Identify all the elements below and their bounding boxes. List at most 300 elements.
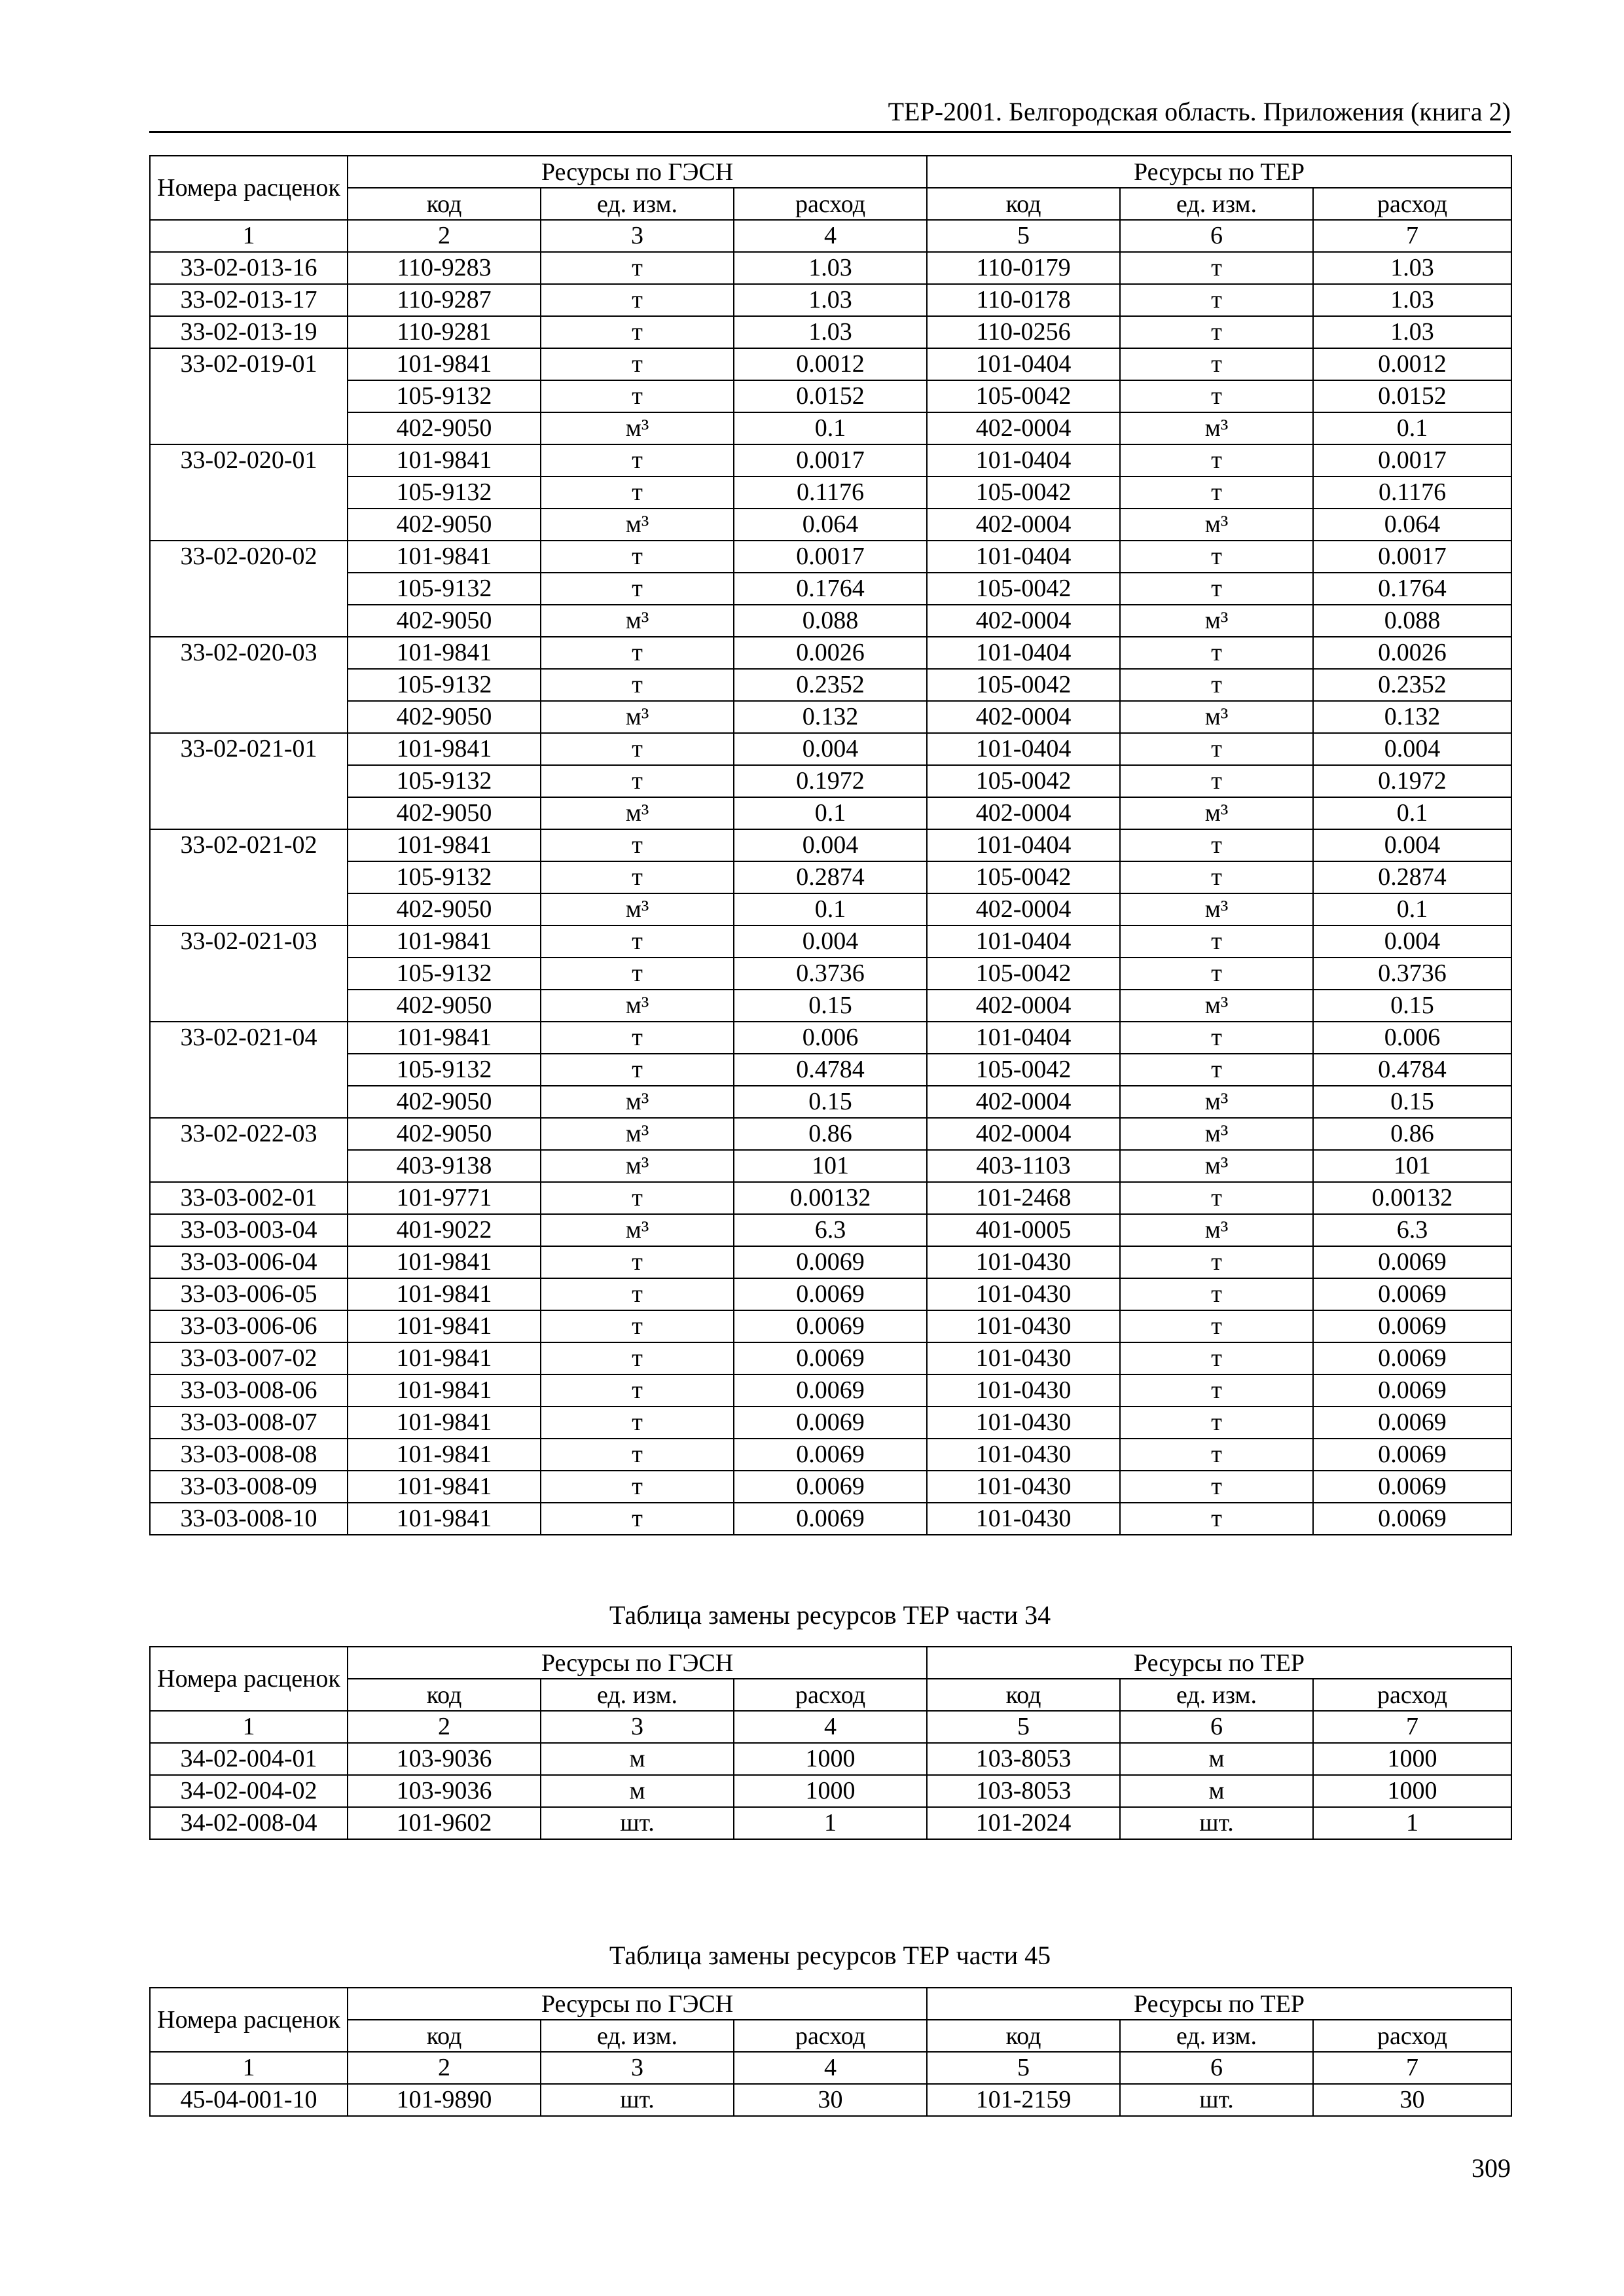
gesn-unit-cell: т — [541, 1182, 734, 1214]
gesn-amount-cell: 1 — [734, 1807, 927, 1839]
gesn-code-cell: 402-9050 — [348, 990, 541, 1022]
gesn-code-cell: 110-9283 — [348, 252, 541, 284]
ter-unit-cell: т — [1120, 861, 1313, 893]
rate-number-cell: 33-03-008-09 — [150, 1471, 348, 1503]
gesn-unit-cell: м³ — [541, 412, 734, 444]
column-number-cell: 5 — [927, 1711, 1120, 1743]
table-row — [150, 990, 1511, 1022]
gesn-code-cell: 101-9841 — [348, 829, 541, 861]
gesn-code-cell: 101-9771 — [348, 1182, 541, 1214]
ter-amount-cell: 0.0069 — [1313, 1407, 1511, 1439]
ter-amount-cell: 0.2352 — [1313, 669, 1511, 701]
column-number-cell: 4 — [734, 1711, 927, 1743]
table-row — [150, 1407, 1511, 1439]
table-row — [150, 797, 1511, 829]
rate-number-cell: 34-02-004-02 — [150, 1775, 348, 1807]
ter-amount-cell: 0.0069 — [1313, 1471, 1511, 1503]
table-row — [150, 1471, 1511, 1503]
gesn-unit-cell: т — [541, 669, 734, 701]
gesn-amount-cell: 0.2874 — [734, 861, 927, 893]
table-row — [150, 1182, 1511, 1214]
table-row — [150, 1775, 1511, 1807]
ter-unit-cell: т — [1120, 444, 1313, 476]
ter-unit-cell: м³ — [1120, 893, 1313, 925]
ter-unit-cell: м³ — [1120, 509, 1313, 541]
column-number-cell: 5 — [927, 220, 1120, 252]
ter-amount-cell: 1000 — [1313, 1743, 1511, 1775]
gesn-amount-cell: 6.3 — [734, 1214, 927, 1246]
ter-amount-cell: 1.03 — [1313, 284, 1511, 316]
ter-amount-cell: 1.03 — [1313, 316, 1511, 348]
table-row — [150, 573, 1511, 605]
ter-header-cell: Ресурсы по ТЕР — [927, 156, 1511, 188]
column-number-row — [150, 1711, 1511, 1743]
gesn-code-cell: 401-9022 — [348, 1214, 541, 1246]
gesn-amount-cell: 0.0026 — [734, 637, 927, 669]
ter-code-cell: 101-0404 — [927, 541, 1120, 573]
column-number-cell: 1 — [150, 1711, 348, 1743]
table-row — [150, 412, 1511, 444]
gesn-unit-header-cell: ед. изм. — [541, 188, 734, 220]
gesn-unit-cell: т — [541, 316, 734, 348]
column-number-cell: 3 — [541, 1711, 734, 1743]
gesn-header-cell: Ресурсы по ГЭСН — [348, 1647, 927, 1679]
ter-amount-cell: 1 — [1313, 1807, 1511, 1839]
gesn-amount-cell: 0.15 — [734, 990, 927, 1022]
gesn-unit-cell: т — [541, 348, 734, 380]
gesn-code-cell: 402-9050 — [348, 1086, 541, 1118]
ter-code-cell: 101-0404 — [927, 1022, 1120, 1054]
gesn-unit-cell: шт. — [541, 2084, 734, 2116]
rate-number-cell: 34-02-004-01 — [150, 1743, 348, 1775]
gesn-code-cell: 402-9050 — [348, 509, 541, 541]
gesn-unit-cell: т — [541, 1374, 734, 1407]
gesn-code-cell: 101-9841 — [348, 1503, 541, 1535]
table-row — [150, 1807, 1511, 1839]
gesn-amount-cell: 1000 — [734, 1743, 927, 1775]
ter-amount-cell: 0.004 — [1313, 733, 1511, 765]
ter-unit-cell: т — [1120, 829, 1313, 861]
ter-code-header-cell: код — [927, 188, 1120, 220]
ter-code-cell: 105-0042 — [927, 765, 1120, 797]
rates-header-cell: Номера расценок — [150, 1988, 348, 2052]
column-number-cell: 2 — [348, 2052, 541, 2084]
header-row — [150, 1647, 1511, 1679]
ter-code-cell: 101-0430 — [927, 1278, 1120, 1310]
ter-amount-cell: 6.3 — [1313, 1214, 1511, 1246]
gesn-amount-cell: 0.4784 — [734, 1054, 927, 1086]
gesn-amount-header-cell: расход — [734, 188, 927, 220]
table-row — [150, 1246, 1511, 1278]
gesn-amount-cell: 0.1 — [734, 893, 927, 925]
table-row — [150, 348, 1511, 380]
ter-code-cell: 105-0042 — [927, 380, 1120, 412]
gesn-amount-cell: 0.006 — [734, 1022, 927, 1054]
table-caption-part-45: Таблица замены ресурсов ТЕР части 45 — [609, 1941, 1051, 1970]
gesn-code-cell: 101-9841 — [348, 1374, 541, 1407]
rate-number-cell: 33-02-013-17 — [150, 284, 348, 316]
gesn-code-cell: 402-9050 — [348, 1118, 541, 1150]
ter-amount-cell: 0.15 — [1313, 990, 1511, 1022]
gesn-unit-cell: т — [541, 925, 734, 958]
ter-amount-cell: 0.064 — [1313, 509, 1511, 541]
gesn-amount-cell: 0.00132 — [734, 1182, 927, 1214]
gesn-amount-cell: 0.0069 — [734, 1246, 927, 1278]
table-row — [150, 925, 1511, 958]
ter-amount-cell: 0.1764 — [1313, 573, 1511, 605]
gesn-amount-cell: 101 — [734, 1150, 927, 1182]
rate-number-cell: 33-03-002-01 — [150, 1182, 348, 1214]
gesn-amount-cell: 0.132 — [734, 701, 927, 733]
gesn-unit-cell: т — [541, 573, 734, 605]
gesn-unit-cell: м³ — [541, 605, 734, 637]
ter-unit-cell: м³ — [1120, 605, 1313, 637]
rate-number-cell: 33-02-020-02 — [150, 541, 348, 637]
gesn-code-cell: 101-9841 — [348, 1471, 541, 1503]
gesn-unit-cell: т — [541, 637, 734, 669]
column-number-cell: 6 — [1120, 2052, 1313, 2084]
gesn-unit-cell: м³ — [541, 1214, 734, 1246]
ter-code-cell: 402-0004 — [927, 1086, 1120, 1118]
ter-amount-cell: 0.1 — [1313, 893, 1511, 925]
gesn-code-cell: 402-9050 — [348, 701, 541, 733]
rate-number-cell: 45-04-001-10 — [150, 2084, 348, 2116]
gesn-amount-cell: 0.0017 — [734, 541, 927, 573]
ter-code-cell: 105-0042 — [927, 861, 1120, 893]
ter-code-cell: 401-0005 — [927, 1214, 1120, 1246]
ter-amount-cell: 0.3736 — [1313, 958, 1511, 990]
column-number-cell: 6 — [1120, 1711, 1313, 1743]
ter-unit-cell: т — [1120, 1278, 1313, 1310]
ter-amount-cell: 0.006 — [1313, 1022, 1511, 1054]
rate-number-cell: 33-03-008-07 — [150, 1407, 348, 1439]
ter-unit-cell: т — [1120, 925, 1313, 958]
gesn-amount-cell: 0.86 — [734, 1118, 927, 1150]
table-row — [150, 1743, 1511, 1775]
gesn-unit-cell: т — [541, 829, 734, 861]
gesn-amount-cell: 0.0069 — [734, 1439, 927, 1471]
ter-code-cell: 101-0430 — [927, 1407, 1120, 1439]
gesn-code-cell: 105-9132 — [348, 380, 541, 412]
ter-header-cell: Ресурсы по ТЕР — [927, 1988, 1511, 2020]
ter-amount-cell: 0.1 — [1313, 797, 1511, 829]
gesn-amount-cell: 0.0069 — [734, 1407, 927, 1439]
ter-unit-cell: т — [1120, 1374, 1313, 1407]
ter-amount-cell: 0.1 — [1313, 412, 1511, 444]
table-row — [150, 541, 1511, 573]
ter-amount-cell: 0.1176 — [1313, 476, 1511, 509]
ter-amount-cell: 0.2874 — [1313, 861, 1511, 893]
gesn-unit-cell: м — [541, 1775, 734, 1807]
header-row — [150, 156, 1511, 188]
gesn-amount-cell: 0.0017 — [734, 444, 927, 476]
gesn-code-cell: 403-9138 — [348, 1150, 541, 1182]
ter-amount-cell: 0.4784 — [1313, 1054, 1511, 1086]
ter-unit-cell: т — [1120, 958, 1313, 990]
ter-amount-cell: 0.004 — [1313, 829, 1511, 861]
gesn-unit-cell: т — [541, 284, 734, 316]
ter-code-cell: 402-0004 — [927, 1118, 1120, 1150]
ter-unit-cell: т — [1120, 1407, 1313, 1439]
ter-unit-cell: т — [1120, 1182, 1313, 1214]
rate-number-cell: 33-02-022-03 — [150, 1118, 348, 1182]
table-row — [150, 669, 1511, 701]
gesn-code-cell: 101-9841 — [348, 637, 541, 669]
ter-code-cell: 110-0178 — [927, 284, 1120, 316]
table-row — [150, 1054, 1511, 1086]
ter-code-cell: 103-8053 — [927, 1775, 1120, 1807]
gesn-unit-cell: т — [541, 733, 734, 765]
gesn-code-cell: 105-9132 — [348, 573, 541, 605]
ter-code-cell: 101-0430 — [927, 1246, 1120, 1278]
ter-code-cell: 101-0404 — [927, 829, 1120, 861]
column-number-cell: 3 — [541, 220, 734, 252]
column-number-cell: 2 — [348, 220, 541, 252]
ter-code-cell: 101-0430 — [927, 1471, 1120, 1503]
table-row — [150, 1278, 1511, 1310]
ter-unit-header-cell: ед. изм. — [1120, 1679, 1313, 1711]
table-row — [150, 637, 1511, 669]
table-row — [150, 1150, 1511, 1182]
gesn-unit-header-cell: ед. изм. — [541, 2020, 734, 2052]
gesn-unit-cell: м³ — [541, 1086, 734, 1118]
resource-table-part-45 — [149, 1987, 1512, 2117]
rate-number-cell: 33-02-021-01 — [150, 733, 348, 829]
ter-amount-cell: 1000 — [1313, 1775, 1511, 1807]
ter-code-cell: 402-0004 — [927, 509, 1120, 541]
ter-unit-cell: т — [1120, 476, 1313, 509]
table-row — [150, 316, 1511, 348]
ter-unit-cell: м³ — [1120, 1086, 1313, 1118]
ter-code-cell: 402-0004 — [927, 701, 1120, 733]
gesn-amount-cell: 0.0012 — [734, 348, 927, 380]
rate-number-cell: 34-02-008-04 — [150, 1807, 348, 1839]
column-number-cell: 7 — [1313, 1711, 1511, 1743]
ter-code-cell: 110-0256 — [927, 316, 1120, 348]
column-number-cell: 7 — [1313, 220, 1511, 252]
gesn-unit-cell: м³ — [541, 797, 734, 829]
gesn-amount-cell: 0.0069 — [734, 1374, 927, 1407]
ter-amount-cell: 0.0069 — [1313, 1342, 1511, 1374]
gesn-code-cell: 101-9841 — [348, 1342, 541, 1374]
ter-code-cell: 101-0404 — [927, 733, 1120, 765]
gesn-code-header-cell: код — [348, 2020, 541, 2052]
ter-unit-cell: т — [1120, 1503, 1313, 1535]
resource-table-part-34 — [149, 1646, 1512, 1840]
gesn-unit-cell: т — [541, 380, 734, 412]
gesn-code-cell: 110-9287 — [348, 284, 541, 316]
rate-number-cell: 33-02-013-19 — [150, 316, 348, 348]
ter-code-cell: 402-0004 — [927, 605, 1120, 637]
ter-amount-cell: 0.0069 — [1313, 1278, 1511, 1310]
ter-unit-cell: т — [1120, 380, 1313, 412]
gesn-unit-cell: т — [541, 444, 734, 476]
table-row — [150, 829, 1511, 861]
subheader-row — [150, 188, 1511, 220]
rate-number-cell: 33-02-021-02 — [150, 829, 348, 925]
column-number-cell: 2 — [348, 1711, 541, 1743]
gesn-code-cell: 101-9841 — [348, 1310, 541, 1342]
ter-unit-cell: м — [1120, 1775, 1313, 1807]
ter-amount-cell: 0.0152 — [1313, 380, 1511, 412]
rate-number-cell: 33-02-020-01 — [150, 444, 348, 541]
gesn-amount-cell: 0.1176 — [734, 476, 927, 509]
table-row — [150, 476, 1511, 509]
table-row — [150, 1022, 1511, 1054]
gesn-code-cell: 101-9890 — [348, 2084, 541, 2116]
ter-code-cell: 402-0004 — [927, 412, 1120, 444]
ter-unit-cell: т — [1120, 1439, 1313, 1471]
gesn-amount-cell: 0.004 — [734, 925, 927, 958]
table-row — [150, 284, 1511, 316]
ter-amount-cell: 0.0069 — [1313, 1246, 1511, 1278]
ter-code-cell: 101-2159 — [927, 2084, 1120, 2116]
ter-amount-cell: 0.0069 — [1313, 1374, 1511, 1407]
gesn-unit-cell: т — [541, 1246, 734, 1278]
rate-number-cell: 33-02-013-16 — [150, 252, 348, 284]
gesn-amount-cell: 0.088 — [734, 605, 927, 637]
ter-code-cell: 105-0042 — [927, 476, 1120, 509]
ter-code-cell: 101-0430 — [927, 1310, 1120, 1342]
ter-amount-cell: 0.132 — [1313, 701, 1511, 733]
ter-unit-cell: м³ — [1120, 797, 1313, 829]
gesn-amount-cell: 0.004 — [734, 733, 927, 765]
ter-code-cell: 402-0004 — [927, 797, 1120, 829]
ter-code-cell: 101-0430 — [927, 1374, 1120, 1407]
ter-amount-cell: 0.0017 — [1313, 444, 1511, 476]
gesn-code-header-cell: код — [348, 188, 541, 220]
gesn-code-cell: 101-9841 — [348, 1246, 541, 1278]
ter-code-header-cell: код — [927, 2020, 1120, 2052]
rate-number-cell: 33-03-003-04 — [150, 1214, 348, 1246]
ter-code-header-cell: код — [927, 1679, 1120, 1711]
running-title: ТЕР-2001. Белгородская область. Приложения (книга 2) — [888, 97, 1511, 126]
table-row — [150, 958, 1511, 990]
gesn-code-cell: 101-9841 — [348, 1407, 541, 1439]
subheader-row — [150, 2020, 1511, 2052]
ter-amount-cell: 0.004 — [1313, 925, 1511, 958]
ter-amount-cell: 0.00132 — [1313, 1182, 1511, 1214]
gesn-amount-cell: 0.3736 — [734, 958, 927, 990]
gesn-code-cell: 105-9132 — [348, 861, 541, 893]
gesn-unit-cell: т — [541, 1054, 734, 1086]
table-row — [150, 1118, 1511, 1150]
gesn-unit-cell: м³ — [541, 1118, 734, 1150]
rates-header-cell: Номера расценок — [150, 1647, 348, 1711]
gesn-code-cell: 402-9050 — [348, 605, 541, 637]
ter-amount-header-cell: расход — [1313, 188, 1511, 220]
table-row — [150, 444, 1511, 476]
ter-amount-cell: 0.0026 — [1313, 637, 1511, 669]
table-row — [150, 861, 1511, 893]
gesn-code-cell: 101-9841 — [348, 733, 541, 765]
ter-code-cell: 101-0404 — [927, 637, 1120, 669]
ter-unit-cell: т — [1120, 669, 1313, 701]
gesn-code-cell: 110-9281 — [348, 316, 541, 348]
ter-amount-cell: 30 — [1313, 2084, 1511, 2116]
rate-number-cell: 33-02-019-01 — [150, 348, 348, 444]
ter-unit-cell: м³ — [1120, 701, 1313, 733]
gesn-code-cell: 105-9132 — [348, 476, 541, 509]
rate-number-cell: 33-03-006-06 — [150, 1310, 348, 1342]
gesn-code-cell: 101-9841 — [348, 348, 541, 380]
gesn-code-cell: 101-9841 — [348, 444, 541, 476]
ter-code-cell: 105-0042 — [927, 573, 1120, 605]
ter-amount-cell: 1.03 — [1313, 252, 1511, 284]
rates-header-cell: Номера расценок — [150, 156, 348, 220]
gesn-amount-cell: 0.004 — [734, 829, 927, 861]
table-row — [150, 2084, 1511, 2116]
table-row — [150, 765, 1511, 797]
table-row — [150, 1503, 1511, 1535]
gesn-unit-cell: т — [541, 1342, 734, 1374]
table-row — [150, 380, 1511, 412]
gesn-code-cell: 101-9841 — [348, 925, 541, 958]
gesn-unit-cell: т — [541, 1503, 734, 1535]
gesn-amount-cell: 0.15 — [734, 1086, 927, 1118]
rate-number-cell: 33-02-021-04 — [150, 1022, 348, 1118]
ter-header-cell: Ресурсы по ТЕР — [927, 1647, 1511, 1679]
column-number-cell: 5 — [927, 2052, 1120, 2084]
gesn-unit-cell: м — [541, 1743, 734, 1775]
column-number-row — [150, 220, 1511, 252]
ter-code-cell: 403-1103 — [927, 1150, 1120, 1182]
ter-code-cell: 101-0404 — [927, 348, 1120, 380]
header-row — [150, 1988, 1511, 2020]
gesn-code-cell: 402-9050 — [348, 797, 541, 829]
subheader-row — [150, 1679, 1511, 1711]
ter-amount-cell: 0.86 — [1313, 1118, 1511, 1150]
ter-unit-cell: т — [1120, 637, 1313, 669]
ter-amount-cell: 0.15 — [1313, 1086, 1511, 1118]
ter-amount-cell: 0.0069 — [1313, 1310, 1511, 1342]
gesn-unit-cell: т — [541, 765, 734, 797]
ter-unit-cell: т — [1120, 573, 1313, 605]
table-caption-part-34: Таблица замены ресурсов ТЕР части 34 — [609, 1600, 1051, 1630]
ter-unit-cell: м — [1120, 1743, 1313, 1775]
gesn-amount-cell: 0.2352 — [734, 669, 927, 701]
rate-number-cell: 33-03-006-05 — [150, 1278, 348, 1310]
ter-unit-cell: м³ — [1120, 1118, 1313, 1150]
table-row — [150, 1342, 1511, 1374]
ter-unit-cell: т — [1120, 1246, 1313, 1278]
gesn-code-cell: 105-9132 — [348, 669, 541, 701]
ter-unit-cell: т — [1120, 1310, 1313, 1342]
gesn-unit-cell: т — [541, 861, 734, 893]
gesn-unit-cell: т — [541, 1278, 734, 1310]
column-number-cell: 6 — [1120, 220, 1313, 252]
gesn-header-cell: Ресурсы по ГЭСН — [348, 156, 927, 188]
gesn-code-header-cell: код — [348, 1679, 541, 1711]
ter-code-cell: 101-0404 — [927, 925, 1120, 958]
gesn-unit-cell: т — [541, 1407, 734, 1439]
table-row — [150, 1214, 1511, 1246]
column-number-cell: 1 — [150, 2052, 348, 2084]
gesn-code-cell: 101-9602 — [348, 1807, 541, 1839]
table-row — [150, 605, 1511, 637]
ter-unit-cell: т — [1120, 316, 1313, 348]
column-number-cell: 3 — [541, 2052, 734, 2084]
page-number: 309 — [1471, 2153, 1511, 2183]
gesn-amount-cell: 0.0069 — [734, 1471, 927, 1503]
column-number-cell: 4 — [734, 220, 927, 252]
ter-unit-cell: м³ — [1120, 990, 1313, 1022]
rate-number-cell: 33-03-007-02 — [150, 1342, 348, 1374]
gesn-code-cell: 103-9036 — [348, 1775, 541, 1807]
ter-unit-header-cell: ед. изм. — [1120, 188, 1313, 220]
gesn-code-cell: 103-9036 — [348, 1743, 541, 1775]
gesn-code-cell: 105-9132 — [348, 765, 541, 797]
